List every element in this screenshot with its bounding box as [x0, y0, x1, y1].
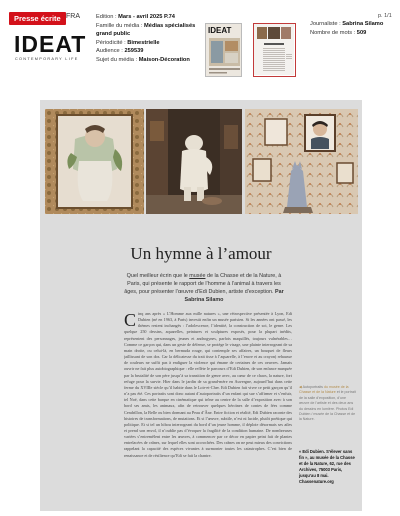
- bear-sculpture-illustration: [146, 109, 242, 214]
- edition-row: Edition : Mars - avril 2025 P.74: [96, 14, 175, 20]
- media-type-badge: Presse écrite: [9, 12, 66, 25]
- media-subject-value: Maison-Décoration: [138, 56, 190, 63]
- edition-value: Mars - avril 2025 P.74: [118, 14, 175, 20]
- fox-portraits-illustration: [245, 109, 358, 214]
- language-code: FRA: [66, 13, 80, 20]
- clipping-header: [0, 0, 400, 92]
- media-family-value: Médias spécialisés grand public: [96, 22, 196, 38]
- journalist-metadata: [310, 20, 400, 37]
- photo-caption: ◀ Autoportraits du musée de la Chasse et de la Nature et le portrait de la salle d’exposition, d’une œuvre de l’artiste et des deux ans du dessins en lumière. Photos Edi Dubien / musée de la Chasse et de la Nature.: [299, 385, 356, 422]
- word-count-row: Nombre de mots : 509: [310, 29, 367, 36]
- exhibition-info: « Edi Dubien. S’élever sans fin », au musée de la Chasse et de la Nature, 62, rue des Archives, 75003 Paris, jusqu’au 8 mai. Chassenature.org: [299, 449, 355, 484]
- artwork-photo-fox-and-portraits: [245, 109, 358, 214]
- publication-metadata: [96, 13, 196, 65]
- journalist-row: Journaliste : Sabrina Silamo: [310, 21, 384, 27]
- article-byline: Par Sabrina Silamo: [184, 289, 284, 303]
- publication-logo-tagline: CONTEMPORARY LIFE: [15, 57, 79, 61]
- museum-link[interactable]: musée: [189, 273, 206, 279]
- artwork-photo-bear-sculpture: [146, 109, 242, 214]
- word-count-value: 509: [356, 29, 367, 36]
- article-lede: Quel meilleur écrin que le musée de la Chasse et de la Nature, à Paris, qui présente le rapport de l’homme à l’animal à travers les âges, pour présenter l’œuvre d’Edi Dubien, artiste d’exception. Par Sabrina Silamo: [124, 273, 284, 303]
- article-body-text: inq ans après « L’Homme aux mille natures », une rétrospective présentée à Lyon, Edi Dubien (né en 1963, à Paris) investit enfin un musée parisien. Si les années ont passé, les thèmes restent inchangés : l’adolescence, l’identité, la construction de soi, le genre. Les quelque 250 dessins, aquarelles, peintures et sculptures exposés, pour la plupart inédits, représentent des personnages, jeunes et androgynes, parfois maquillés, toujours vulnérables… Comme ce garçon qui, dans un geste de défense, se protège le visage, une plainte interrogeant de sa main droite, ou celui-là, en bermuda rouge, qui contemple ses affaires, un bouquet de fleurs jaillissant de son dos. Car la délicatesse du trait tisse à l’aquarelle, à l’encre et au crayon) rehausse de couleurs ne suffit pas à endiguer la violence qui émane de certaines de ces oeuvres. Jamais ouvrir ne fait plus autobiographique : elle reflète le parcours d’Edi Dubien, de son enfance marquée par la brutalité de son père jusqu’à sa transition de genre avec, au cœur de ce chaos, la nature, fort refuge pour la survie. Hier dans le jardin de sa grand-mère en Auvergne, aujourd’hui dans cette ferme du XVIIIe siècle qu’il habite dans le Loir-et-Cher. Edi Dubien fait vivre ce petit garçon qu’il n’a pas été. Ces portraits sont donc autant d’autoportraits d’un enfant qui sue s’affirmer et s’enfuir, tel Noé, dans cette barque en cinématique qui trône au centre de la salle d’exposition avec à son bord ses amis, les animaux, afin de retrouver quelques héroïnes de contes de fées comme Cendrillon, la Belle ou bien dormant au Peau d’Âne. Entre fiction et réalité, Edi Dubien raconte des histoires de transformations, de mutations. Et si l’œuvre, subtile, n’est ni lucide, plutôt poétique qui politique. Et si tel un hibou interrogeant du bord d’un jeune homme, il déploie désormais ses ailes et prend son envol, il n’oublie pas d’évoquer la fragilité de la condition humaine. De nombreuses variées s’entremêlent entre les œuvres, à commencer par ce décor en papier peint fait de plantes entrelacées de crânes, sur lequel elles sont accrochées. Des crânes on ne peut mieux des convictions rappelant la capacité des espèces vivantes à surmonter toutes les catastrophes. C’est bien de renaissance et de résilience qu’Edi se fait la chantre.: [124, 311, 292, 458]
- child-painting-illustration: [45, 109, 144, 214]
- audience-value: 259539: [124, 48, 144, 55]
- periodicity-row: Périodicité : Bimestrielle: [96, 39, 160, 46]
- artwork-photo-child-painting: [45, 109, 144, 214]
- drop-cap: C: [124, 311, 137, 330]
- media-subject-row: Sujet du média : Maison-Décoration: [96, 56, 190, 63]
- publication-logo: IDEAT: [14, 31, 87, 57]
- cover-logo: IDEAT: [208, 26, 232, 35]
- audience-row: Audience : 259539: [96, 48, 144, 55]
- periodicity-value: Bimestrielle: [127, 39, 160, 46]
- article-page-thumbnail[interactable]: [253, 23, 296, 77]
- magazine-cover-thumbnail[interactable]: [205, 23, 242, 77]
- caption-arrow-icon: ◀: [299, 385, 303, 389]
- page-number: p. 1/1: [378, 13, 392, 19]
- article-body: [124, 311, 292, 507]
- page-thumbnail-illustration: [254, 24, 294, 75]
- article-title: Un hymne à l’amour: [130, 244, 272, 263]
- journalist-value: Sabrina Silamo: [342, 21, 384, 27]
- article-page: [40, 100, 362, 511]
- media-family-row: Famille du média : Médias spécialisés grand public: [96, 22, 196, 38]
